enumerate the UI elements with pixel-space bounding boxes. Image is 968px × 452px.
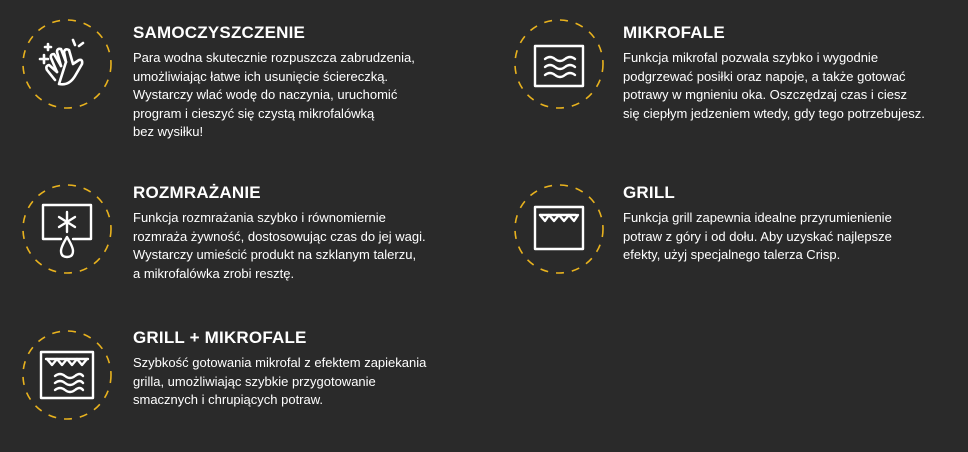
microwave-waves-icon [509, 14, 609, 114]
feature-title: MIKROFALE [623, 23, 725, 42]
feature-title: GRILL + MIKROFALE [133, 328, 307, 347]
grill-microwave-icon [17, 325, 117, 425]
hand-sparkle-icon [17, 14, 117, 114]
feature-description: Funkcja rozmrażania szybko i równomiernie rozmraża żywność, dostosowując czas do jej wagi. Wystarczy umieścić produkt na szklanym talerzu, a mikrofalówka zrobi resztę. [133, 210, 426, 281]
feature-description: Funkcja mikrofal pozwala szybko i wygodnie podgrzewać posiłki oraz napoje, a także gotować potrawy w mgnieniu oka. Oszczędzaj czas i ciesz się ciepłym jedzeniem wtedy, gdy tego potrzebujesz. [623, 50, 925, 121]
feature-title: SAMOCZYSZCZENIE [133, 23, 306, 42]
feature-title: ROZMRAŻANIE [133, 183, 261, 202]
feature-description: Para wodna skutecznie rozpuszcza zabrudzenia, umożliwiając łatwe ich usunięcie ściereczką. Wystarczy wlać wodę do naczynia, uruchomić program i cieszyć się czystą mikrofalówką bez wysiłku! [133, 50, 415, 139]
feature-description: Funkcja grill zapewnia idealne przyrumienienie potraw z góry i od dołu. Aby uzyskać najlepsze efekty, użyj specjalnego talerza Crisp. [623, 210, 892, 262]
feature-title: GRILL [623, 183, 675, 202]
grill-icon [509, 179, 609, 279]
feature-description: Szybkość gotowania mikrofal z efektem zapiekania grilla, umożliwiając szybkie przygotowanie smacznych i chrupiących potraw. [133, 355, 427, 407]
defrost-icon [17, 179, 117, 279]
